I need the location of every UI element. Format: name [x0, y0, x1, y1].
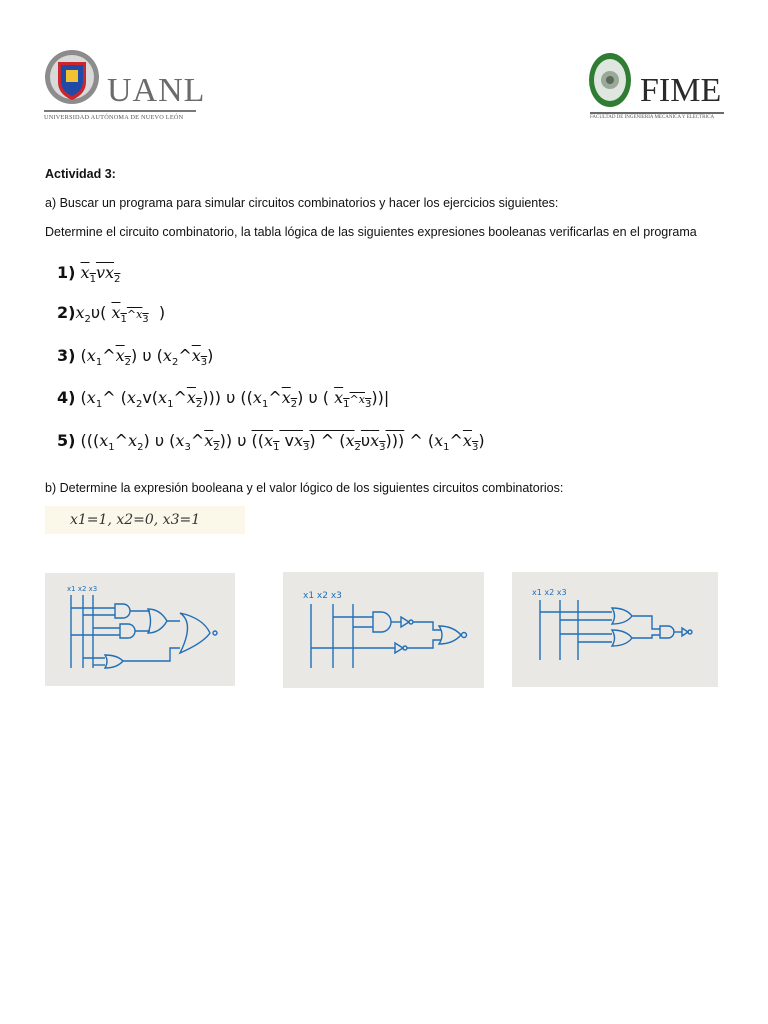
exercise-4-number: 4) [57, 388, 76, 407]
circuit-3-inputs: x1 x2 x3 [532, 588, 567, 597]
circuit-photo-3 [512, 572, 718, 687]
circuit-photo-1 [45, 573, 235, 686]
uanl-subtitle: UNIVERSIDAD AUTÓNOMA DE NUEVO LEÓN [44, 114, 184, 121]
circuit-2-inputs: x1 x2 x3 [303, 591, 342, 601]
exercise-2: $2)x_2\upsilon$( $x_1\^{}x_3$ ) [57, 303, 166, 326]
exercise-1-number: 1) [57, 263, 76, 282]
instruction-text: Determine el circuito combinatorio, la tabla lógica de las siguientes expresiones booleanas verificarlas en el programa [45, 225, 697, 239]
uanl-divider [44, 110, 196, 112]
exercise-5-number: 5) [57, 431, 76, 450]
fime-seal-logo [588, 52, 632, 108]
input-values: x1=1, x2=0, x3=1 [70, 512, 201, 528]
uanl-seal-logo [44, 48, 100, 106]
fime-divider [590, 112, 724, 114]
uanl-wordmark: UANL [107, 72, 206, 109]
part-a-text: a) Buscar un programa para simular circuitos combinatorios y hacer los ejercicios siguientes: [45, 196, 559, 210]
exercise-4: 4) ($x_1\^{}$ $(x_2v(x_1\^{}x_2))$) υ ($(x_1\^{}x_2)$ υ ( $x_1\^{}x_3))|$ [57, 388, 390, 411]
exercise-5: 5) (($(x_1\^{}x_2)$ υ $(x_3\^{}x_2)$) υ (($x_1$ $vx_3$) ^ $(x_2\upsilon x_3)$)) ^ $(x_1\^{}x_3)$ [57, 431, 485, 454]
circuit-1-inputs: x1 x2 x3 [67, 585, 98, 593]
exercise-2-number: 2) [57, 303, 76, 322]
fime-wordmark: FIME [640, 72, 722, 109]
exercise-3-number: 3) [57, 346, 76, 365]
part-b-text: b) Determine la expresión booleana y el valor lógico de los siguientes circuitos combinatorios: [45, 481, 564, 495]
activity-title: Actividad 3: [45, 167, 116, 181]
input-values-box [45, 506, 245, 534]
exercise-3: 3) $(x_1\^{}x_2)$ υ $(x_2\^{}x_3)$ [57, 346, 214, 369]
exercise-1: 1) $x_1vx_2$ [57, 263, 121, 286]
fime-subtitle: FACULTAD DE INGENIERÍA MECÁNICA Y ELÉCTRICA [590, 115, 715, 120]
circuit-photo-2 [283, 572, 484, 688]
